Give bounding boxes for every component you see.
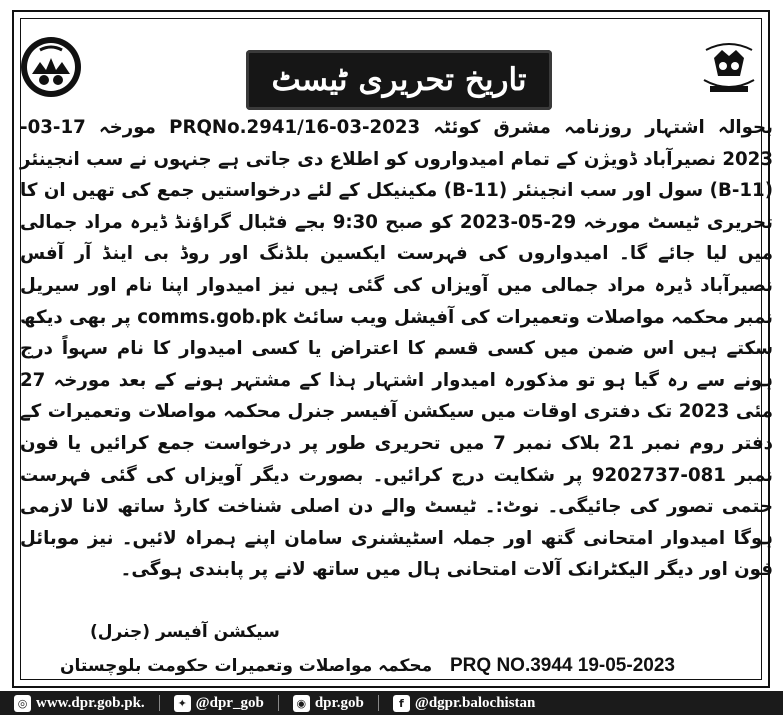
- footer-facebook-label: @dgpr.balochistan: [414, 694, 536, 711]
- footer-twitter[interactable]: [174, 695, 264, 712]
- footer-facebook[interactable]: [393, 695, 536, 712]
- title-banner: [246, 50, 552, 110]
- signature-title: سیکشن آفیسر (جنرل): [90, 622, 280, 642]
- footer-divider: [278, 695, 279, 711]
- footer-instagram[interactable]: [293, 695, 364, 712]
- twitter-icon: ✦: [174, 695, 191, 712]
- footer-website[interactable]: [14, 695, 145, 712]
- page-title: تاریخ تحریری ٹیسٹ: [271, 62, 527, 98]
- footer-website-label: www.dpr.gob.pk.: [36, 694, 145, 711]
- signature-department: محکمہ مواصلات وتعمیرات حکومت بلوچستان: [60, 656, 433, 676]
- notice-body: [20, 112, 773, 586]
- prq-number: PRQ NO.3944 19-05-2023: [450, 655, 675, 676]
- footer-bar: [0, 691, 783, 715]
- facebook-icon: f: [393, 695, 410, 712]
- instagram-icon: ◉: [293, 695, 310, 712]
- footer-twitter-label: @dpr_gob: [195, 694, 264, 711]
- footer-instagram-label: dpr.gob: [314, 694, 364, 711]
- footer-divider: [159, 695, 160, 711]
- government-seal-icon: [18, 34, 84, 100]
- footer-divider: [378, 695, 379, 711]
- balochistan-emblem-icon: [696, 36, 762, 102]
- globe-icon: ◎: [14, 695, 31, 712]
- notice-paragraph: بحوالہ اشتہار روزنامہ مشرق کوئٹہ PRQNo.2941/16-03-2023 مورخہ 17-03-2023 نصیرآباد ڈویژن کے تمام امیدواروں کو اطلاع دی جاتی ہے جنہوں نے سب انجینئر (B-11) سول اور سب انجینئر (B-11) مکینیکل کے لئے درخواستیں جمع کی تھیں ان کا تحریری ٹیسٹ مورخہ 29-05-2023 کو صبح 9:30 بجے فٹبال گراؤنڈ ڈیرہ مراد جمالی میں لیا جائے گا۔ امیدواروں کی فہرست ایکسین بلڈنگ اور روڈ بی اینڈ آر آفس نصیرآباد ڈیرہ مراد جمالی میں آویزاں کی گئی ہیں نیز امیدوار اپنا نام اور سیریل نمبر محکمہ مواصلات وتعمیرات کی آفیشل ویب سائٹ comms.gob.pk پر بھی دیکھ سکتے ہیں اس ضمن میں کسی قسم کا اعتراض یا کسی امیدوار کا نام سہواً درج ہونے سے رہ گیا ہو تو مذکورہ امیدوار اشتہار ہذا کے مشتہر ہونے کے بعد مورخہ 27 مئی 2023 تک دفتری اوقات میں سیکشن آفیسر جنرل محکمہ مواصلات وتعمیرات کے دفتر روم نمبر 21 بلاک نمبر 7 میں تحریری طور پر درخواست جمع کرائیں یا فون نمبر 081-9202737 پر شکایت درج کرائیں۔ بصورت دیگر آویزاں کی گئی فہرست حتمی تصور کی جائیگی۔ نوٹ:۔ ٹیسٹ والے دن اصلی شناخت کارڈ ساتھ لانا لازمی ہوگا امیدوار امتحانی گتھ اور جملہ اسٹیشنری سامان اپنے ہمراہ لائیں۔ نیز موبائل فون اور دیگر الیکٹرانک آلات امتحانی ہال میں ساتھ لانے پر پابندی ہوگی۔: [20, 117, 774, 581]
